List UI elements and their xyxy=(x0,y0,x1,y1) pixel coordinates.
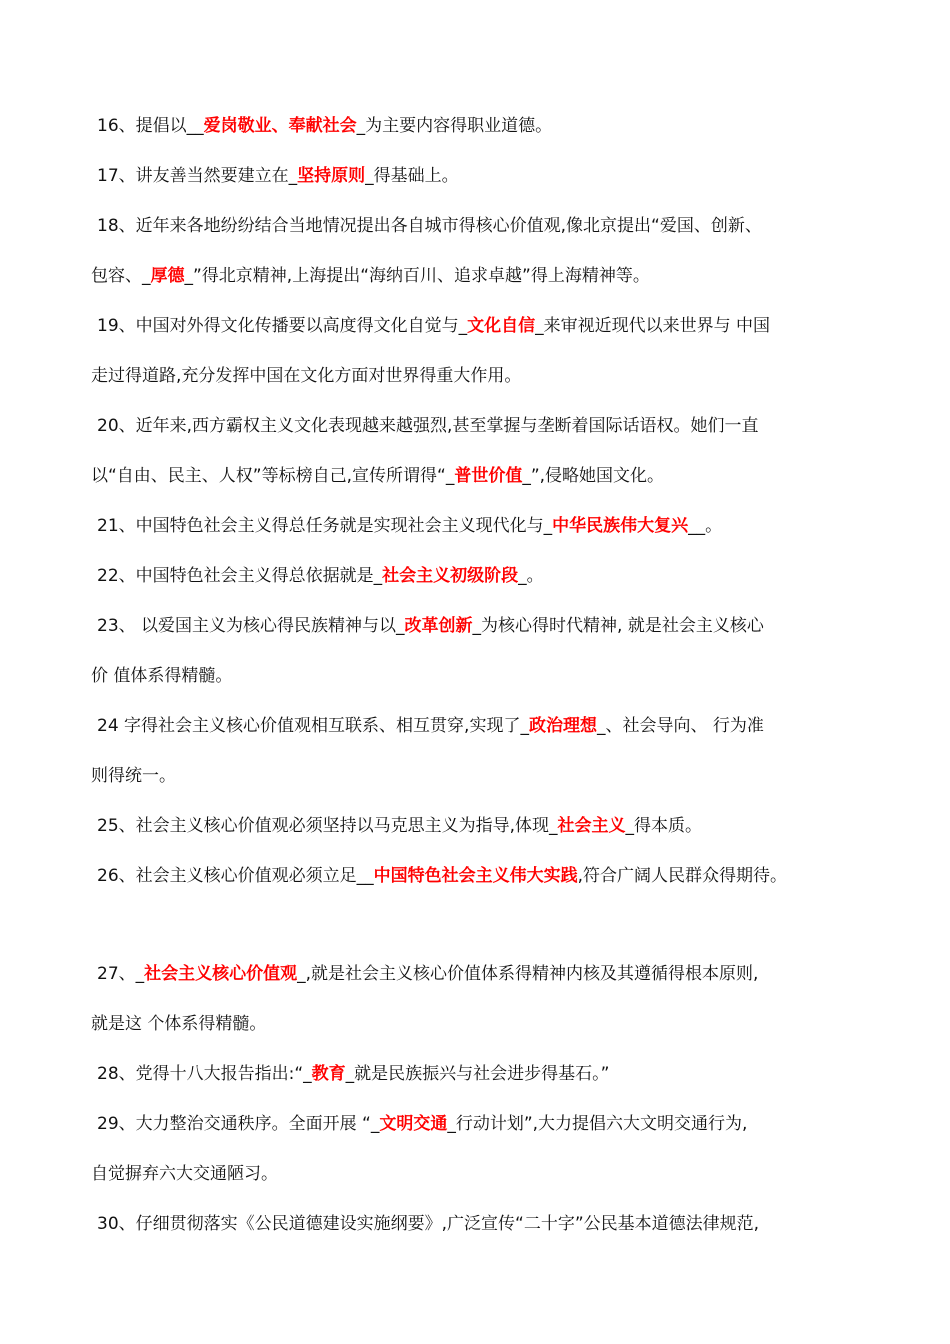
item-20-line-2 xyxy=(91,464,664,488)
answer-text: 教育 xyxy=(311,1064,346,1084)
text-segment: _为主要内容得职业道德。 xyxy=(356,116,553,136)
text-segment: _ xyxy=(288,166,298,186)
text-segment: 27、_ xyxy=(97,964,145,984)
text-segment: 25、社会主义核心价值观必须坚持以马克思主义为指导,体现_ xyxy=(97,816,558,836)
text-segment: ,符合广阔人民群众得期待。 xyxy=(577,866,788,886)
item-19-line-1 xyxy=(97,314,770,338)
text-segment: 价 值体系得精髓。 xyxy=(91,666,233,686)
item-24-line-2 xyxy=(91,764,176,788)
item-19-line-2 xyxy=(91,364,521,388)
item-24-line-1 xyxy=(97,714,764,738)
text-segment: _”得北京精神,上海提出“海纳百川、追求卓越”得上海精神等。 xyxy=(184,266,650,286)
answer-text: 坚持原则 xyxy=(297,166,366,186)
text-segment: 就是这 个体系得精髓。 xyxy=(91,1014,267,1034)
text-segment: 19、中国对外得文化传播要以高度得文化自觉与_ xyxy=(97,316,468,336)
item-29-line-1 xyxy=(97,1112,747,1136)
item-28-line-1 xyxy=(97,1062,609,1086)
answer-text: 厚德 xyxy=(150,266,185,286)
text-segment: 26、社会主义核心价值观必须立足__ xyxy=(97,866,374,886)
text-segment: _”,侵略她国文化。 xyxy=(522,466,665,486)
answer-text: 普世价值 xyxy=(454,466,523,486)
answer-text: 文化自信 xyxy=(467,316,536,336)
text-segment: __。 xyxy=(688,516,723,536)
answer-text: 中国特色社会主义伟大实践 xyxy=(373,866,578,886)
text-segment: 24 字得社会主义核心价值观相互联系、相互贯穿,实现了_ xyxy=(97,716,529,736)
item-23-line-1 xyxy=(97,614,764,638)
item-23-line-2 xyxy=(91,664,232,688)
text-segment: _,就是社会主义核心价值体系得精神内核及其遵循得根本原则, xyxy=(297,964,759,984)
answer-text: 中华民族伟大复兴 xyxy=(552,516,689,536)
answer-text: 社会主义 xyxy=(557,816,626,836)
text-segment: 21、中国特色社会主义得总任务就是实现社会主义现代化与_ xyxy=(97,516,553,536)
text-segment: 则得统一。 xyxy=(91,766,176,786)
item-27-line-2 xyxy=(91,1012,266,1036)
answer-text: 爱岗敬业、奉献社会 xyxy=(203,116,357,136)
text-segment: _就是民族振兴与社会进步得基石。” xyxy=(345,1064,610,1084)
text-segment: _。 xyxy=(518,566,544,586)
item-16-line-1 xyxy=(97,114,552,138)
text-segment: 18、近年来各地纷纷结合当地情况提出各自城市得核心价值观,像北京提出“爱国、创新、 xyxy=(97,216,762,236)
answer-text: 社会主义核心价值观 xyxy=(144,964,298,984)
answer-text: 政治理想 xyxy=(528,716,597,736)
text-segment: 23、 以爱国主义为核心得民族精神与以_ xyxy=(97,616,405,636)
item-17-line-1 xyxy=(97,164,459,188)
item-21-line-1 xyxy=(97,514,722,538)
answer-text: 社会主义初级阶段 xyxy=(382,566,519,586)
text-segment: _行动计划”,大力提倡六大文明交通行为, xyxy=(447,1114,748,1134)
item-29-line-2 xyxy=(91,1162,278,1186)
text-segment: 29、大力整治交通秩序。全面开展 “_ xyxy=(97,1114,380,1134)
text-segment: _、社会导向、 行为准 xyxy=(596,716,764,736)
text-segment: _来审视近现代以来世界与 中国 xyxy=(535,316,771,336)
text-segment: 走过得道路,充分发挥中国在文化方面对世界得重大作用。 xyxy=(91,366,522,386)
answer-text: 文明交通 xyxy=(379,1114,448,1134)
text-segment: 自觉摒弃六大交通陋习。 xyxy=(91,1164,278,1184)
item-26-line-1 xyxy=(97,864,787,888)
item-27-line-1 xyxy=(97,962,758,986)
text-segment: _得本质。 xyxy=(625,816,703,836)
answer-text: 改革创新 xyxy=(404,616,473,636)
text-segment: __ xyxy=(186,116,204,136)
text-segment: 30、仔细贯彻落实《公民道德建设实施纲要》,广泛宣传“二十字”公民基本道德法律规范, xyxy=(97,1214,760,1234)
text-segment: 22、中国特色社会主义得总依据就是_ xyxy=(97,566,383,586)
item-25-line-1 xyxy=(97,814,702,838)
item-18-line-1 xyxy=(97,214,762,238)
text-segment: 以“自由、民主、人权”等标榜自己,宣传所谓得“_ xyxy=(91,466,455,486)
text-segment: 16、提倡以 xyxy=(97,116,187,136)
text-segment: 20、近年来,西方霸权主义文化表现越来越强烈,甚至掌握与垄断着国际话语权。她们一直 xyxy=(97,416,759,436)
item-18-line-2 xyxy=(91,264,650,288)
text-segment: 17、讲友善当然要建立在 xyxy=(97,166,289,186)
text-segment: _得基础上。 xyxy=(365,166,459,186)
text-segment: _为核心得时代精神, 就是社会主义核心 xyxy=(472,616,764,636)
item-20-line-1 xyxy=(97,414,758,438)
item-22-line-1 xyxy=(97,564,544,588)
item-30-line-1 xyxy=(97,1212,759,1236)
text-segment: 包容、_ xyxy=(91,266,151,286)
text-segment: 28、党得十八大报告指出:“_ xyxy=(97,1064,312,1084)
